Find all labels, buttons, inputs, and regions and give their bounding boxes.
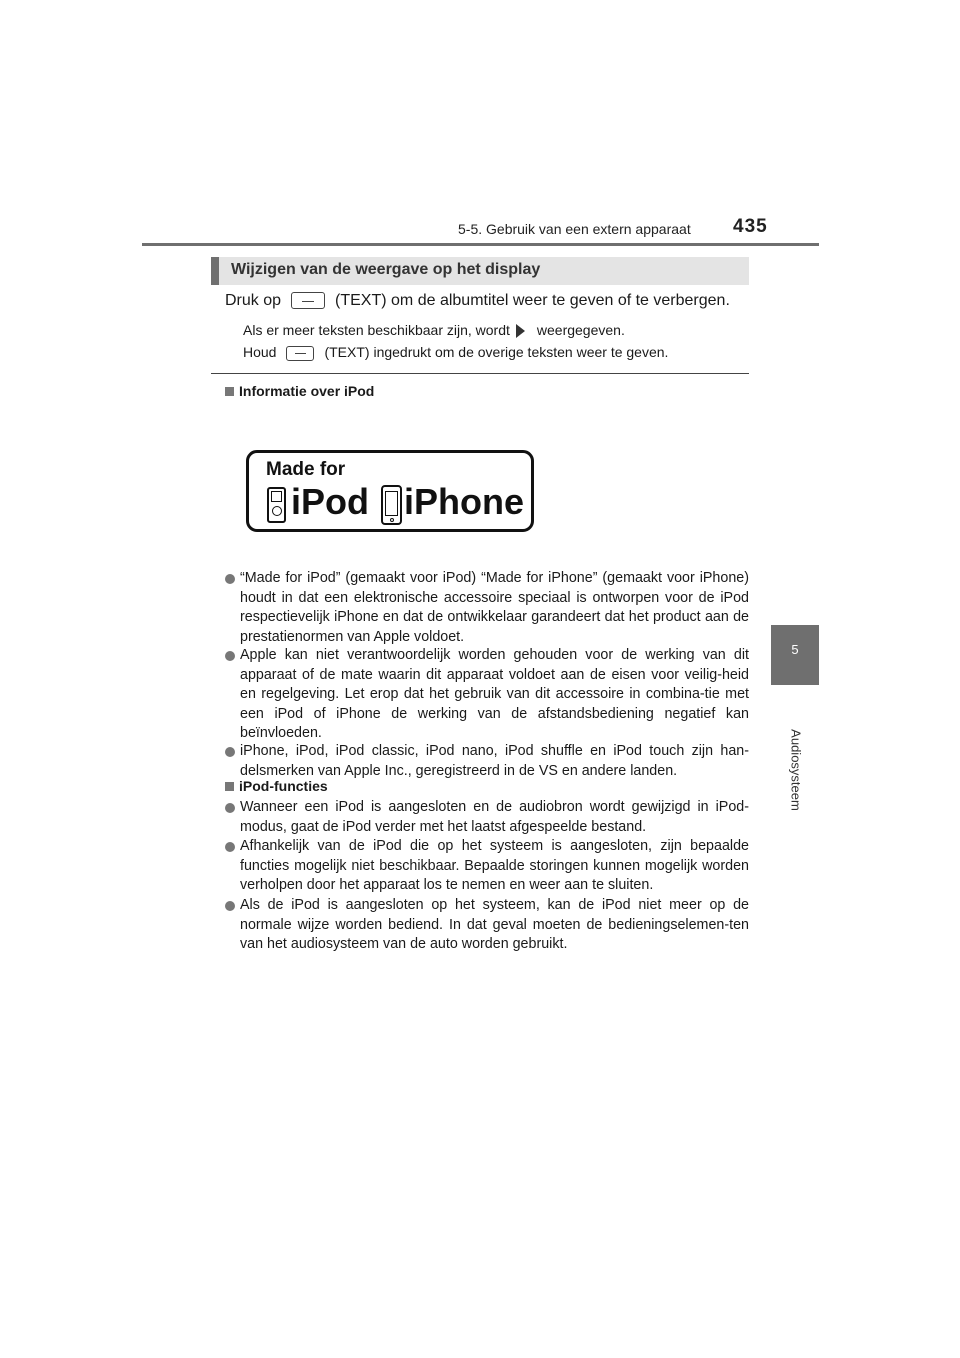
header-section-title: 5-5. Gebruik van een extern apparaat xyxy=(458,221,691,237)
list-item xyxy=(240,896,749,955)
subheading-functions-text: iPod-functies xyxy=(239,778,328,794)
text-button-icon xyxy=(291,292,325,309)
list-item xyxy=(240,798,749,837)
list-item-text: Apple kan niet verantwoordelijk worden gehouden voor de werking van dit apparaat of de mate waarin dit apparaat voldoet aan de eisen voor veilig-heid en regelgeving. Let erop dat het gebruik van dit accessoire in combina-tie met een iPod of iPhone de werking van de afstandsbediening negatief kan beïnvloeden. xyxy=(240,647,749,741)
more-text-arrow-icon xyxy=(516,324,525,338)
hold-post: (TEXT) ingedrukt om de overige teksten weer te geven. xyxy=(324,344,669,360)
hold-pre: Houd xyxy=(243,344,277,360)
ipod-icon xyxy=(267,487,286,523)
list-item-text: Wanneer een iPod is aangesloten en de audiobron wordt gewijzigd in iPod-modus, gaat de iPod verder met het laatst afgespeelde bestand. xyxy=(240,799,749,835)
note-pre: Als er meer teksten beschikbaar zijn, wordt xyxy=(243,322,510,338)
square-bullet-icon xyxy=(225,387,234,396)
list-item-text: Als de iPod is aangesloten op het systeem, kan de iPod niet meer op de normale wijze worden bediend. In dat geval moeten de bedieningselemen-ten van het audiosysteem van de auto worden gebruikt. xyxy=(240,897,749,952)
subheading-info xyxy=(225,383,374,399)
instruction-pre: Druk op xyxy=(225,292,282,309)
list-item xyxy=(240,837,749,896)
subheading-info-text: Informatie over iPod xyxy=(239,383,375,399)
instruction-line xyxy=(225,292,730,310)
instruction-post: (TEXT) om de albumtitel weer te geven of te verbergen. xyxy=(335,292,730,309)
made-for-ipod-iphone-logo xyxy=(246,450,534,532)
section-divider xyxy=(211,373,749,374)
subheading-functions xyxy=(225,778,328,794)
page-number: 435 xyxy=(733,216,768,237)
logo-iphone-text: iPhone xyxy=(404,481,525,522)
note-post: weergegeven. xyxy=(536,322,625,338)
bullet-dot-icon xyxy=(225,651,235,661)
chapter-label: Audiosysteem xyxy=(788,729,804,811)
section-title: Wijzigen van de weergave op het display xyxy=(231,261,541,278)
note-line-hold xyxy=(243,344,668,361)
list-item-text: “Made for iPod” (gemaakt voor iPod) “Made for iPhone” (gemaakt voor iPhone) houdt in dat een elektronische accessoire speciaal is ontworpen voor de iPod respectievelijk iPhone en dat de ontwikkelaar garandeert dat het product aan de prestatienormen van Apple voldoet. xyxy=(240,570,749,645)
section-heading-bar xyxy=(211,257,749,285)
bullet-dot-icon xyxy=(225,901,235,911)
list-item xyxy=(240,569,749,647)
logo-made-for-text: Made for xyxy=(266,459,346,480)
list-item xyxy=(240,742,749,781)
chapter-tab: 5 xyxy=(771,625,819,685)
list-item-text: Afhankelijk van de iPod die op het systeem is aangesloten, zijn bepaalde functies mogelijk niet beschikbaar. Bepaalde storingen kunnen mogelijk worden verholpen door het apparaat los te nemen en weer aan te sluiten. xyxy=(240,838,749,893)
text-button-icon xyxy=(286,346,314,361)
bullet-dot-icon xyxy=(225,574,235,584)
square-bullet-icon xyxy=(225,782,234,791)
bullet-dot-icon xyxy=(225,747,235,757)
note-line-more-text xyxy=(243,322,625,338)
logo-ipod-text: iPod xyxy=(291,481,369,522)
header-rule xyxy=(142,243,819,246)
list-item-text: iPhone, iPod, iPod classic, iPod nano, iPod shuffle en iPod touch zijn han-delsmerken van Apple Inc., geregistreerd in de VS en andere landen. xyxy=(240,743,749,779)
list-item xyxy=(240,646,749,744)
bullet-dot-icon xyxy=(225,803,235,813)
bullet-dot-icon xyxy=(225,842,235,852)
iphone-icon xyxy=(381,485,402,525)
